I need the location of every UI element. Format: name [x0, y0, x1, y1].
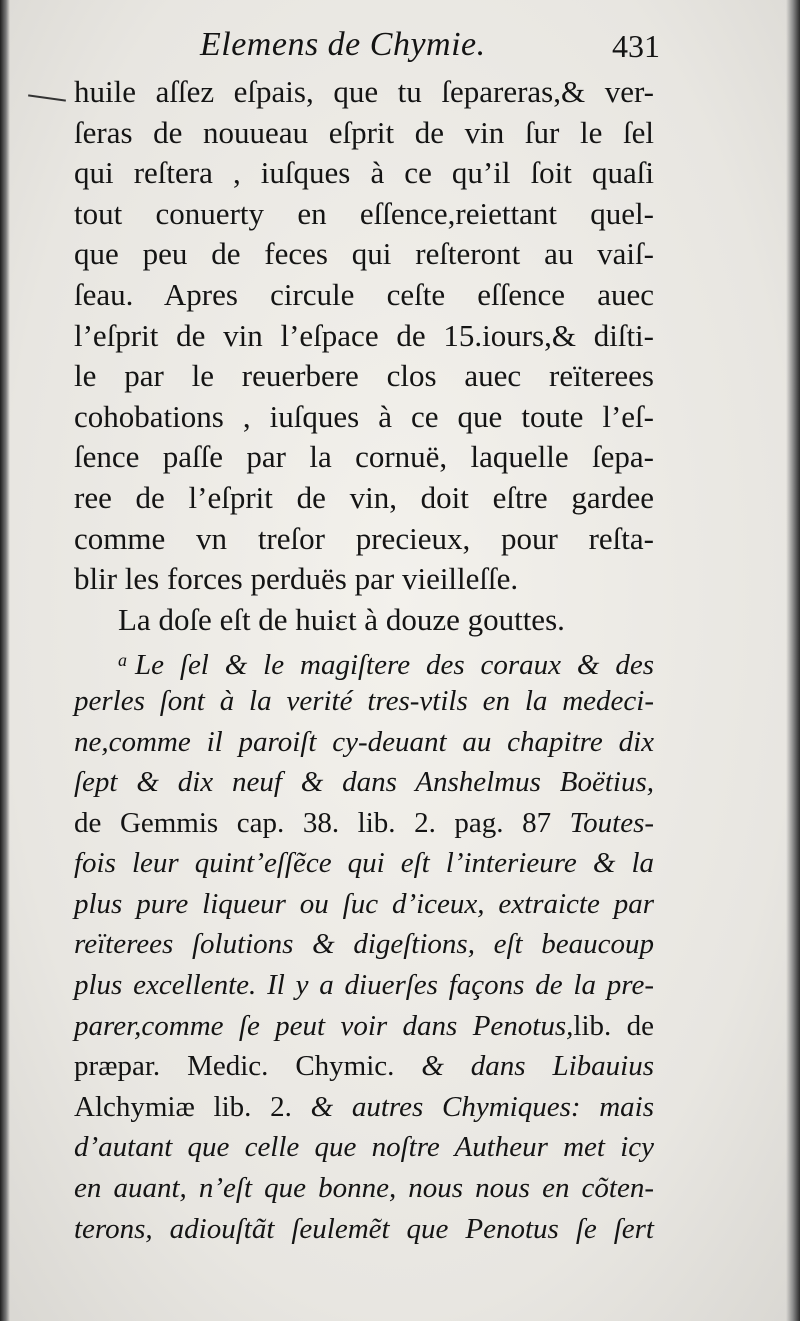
- body-line: l’eſprit de vin l’eſpace de 15.iours,& diſti-: [74, 317, 654, 353]
- note-line: reïterees ſolutions & digeſtions, eſt beaucoup: [74, 928, 654, 961]
- body-line: ſeau. Apres circule ceſte eſſence auec: [74, 276, 654, 312]
- body-line: ſence paſſe par la cornuë, laquelle ſepa-: [74, 439, 654, 475]
- page-number: 431: [612, 28, 660, 64]
- note-line: [74, 1046, 654, 1087]
- note-line: ne,comme il paroiſt cy-deuant au chapitre dix: [74, 725, 654, 758]
- body-line: qui reſtera , iuſques à ce qu’il ſoit quaſi: [74, 155, 654, 191]
- page-left-edge: [0, 0, 10, 1321]
- note-marker: a: [118, 650, 127, 671]
- page-header: [200, 26, 660, 70]
- body-line: cohobations , iuſques à ce que toute l’eſ-: [74, 398, 654, 434]
- note-line: fois leur quint’eſſẽce qui eſt l’interieure & la: [74, 847, 654, 880]
- page-right-edge: [786, 0, 800, 1321]
- body-line: le par le reuerbere clos auec reïterees: [74, 358, 654, 394]
- note-line: [74, 640, 654, 681]
- body-line: ree de l’eſprit de vin, doit eſtre gardee: [74, 479, 654, 515]
- body-line: que peu de feces qui reſteront au vaiſ-: [74, 236, 654, 272]
- note-line: ſept & dix neuf & dans Anshelmus Boëtius,: [74, 766, 654, 799]
- note-line: [74, 803, 654, 844]
- note-roman-text: præpar. Medic. Chymic.: [74, 1050, 395, 1083]
- body-line: tout conuerty en eſſence,reiettant quel-: [74, 195, 654, 231]
- body-line: huile aſſez eſpais, que tu ſepareras,& ver-: [74, 74, 654, 109]
- running-title: Elemens de Chymie.: [200, 26, 486, 63]
- note-line: plus excellente. Il y a diuerſes façons de la pre-: [74, 969, 654, 1002]
- dose-line: La doſe eſt de huiɛt à douze gouttes.: [118, 601, 565, 637]
- note-italic-text: Toutes-: [569, 806, 655, 839]
- note-italic-text: & autres Chymiques: mais: [310, 1090, 655, 1123]
- note-line: en auant, n’eſt que bonne, nous nous en cõten-: [74, 1172, 654, 1205]
- note-line: [74, 1087, 654, 1128]
- note-italic-text: parer,comme ſe peut voir dans Penotus,: [74, 1009, 574, 1042]
- note-roman-text: lib. de: [573, 1009, 654, 1042]
- text-block: [74, 72, 654, 1249]
- margin-mark: [28, 94, 66, 101]
- body-line: blir les forces perduës par vieilleſſe.: [74, 561, 519, 597]
- note-roman-text: de Gemmis cap. 38. lib. 2. pag. 87: [74, 806, 552, 839]
- note-line: plus pure liqueur ou ſuc d’iceux, extraicte par: [74, 887, 654, 920]
- note-line: [74, 1006, 654, 1047]
- body-line: ſeras de nouueau eſprit de vin ſur le ſel: [74, 114, 654, 150]
- annotation-note: [74, 640, 654, 1249]
- note-line: terons, adiouſtãt ſeulemẽt que Penotus ſe ſert: [74, 1212, 654, 1245]
- note-line: perles ſont à la verité tres-vtils en la medeci-: [74, 684, 654, 717]
- note-roman-text: Alchymiæ lib. 2.: [74, 1090, 292, 1123]
- body-line: comme vn treſor precieux, pour reſta-: [74, 520, 654, 556]
- note-line: d’autant que celle que noſtre Autheur met icy: [74, 1131, 654, 1164]
- note-italic-text: & dans Libauius: [421, 1050, 654, 1083]
- note-text: Le ſel & le magiſtere des coraux & des: [135, 649, 654, 682]
